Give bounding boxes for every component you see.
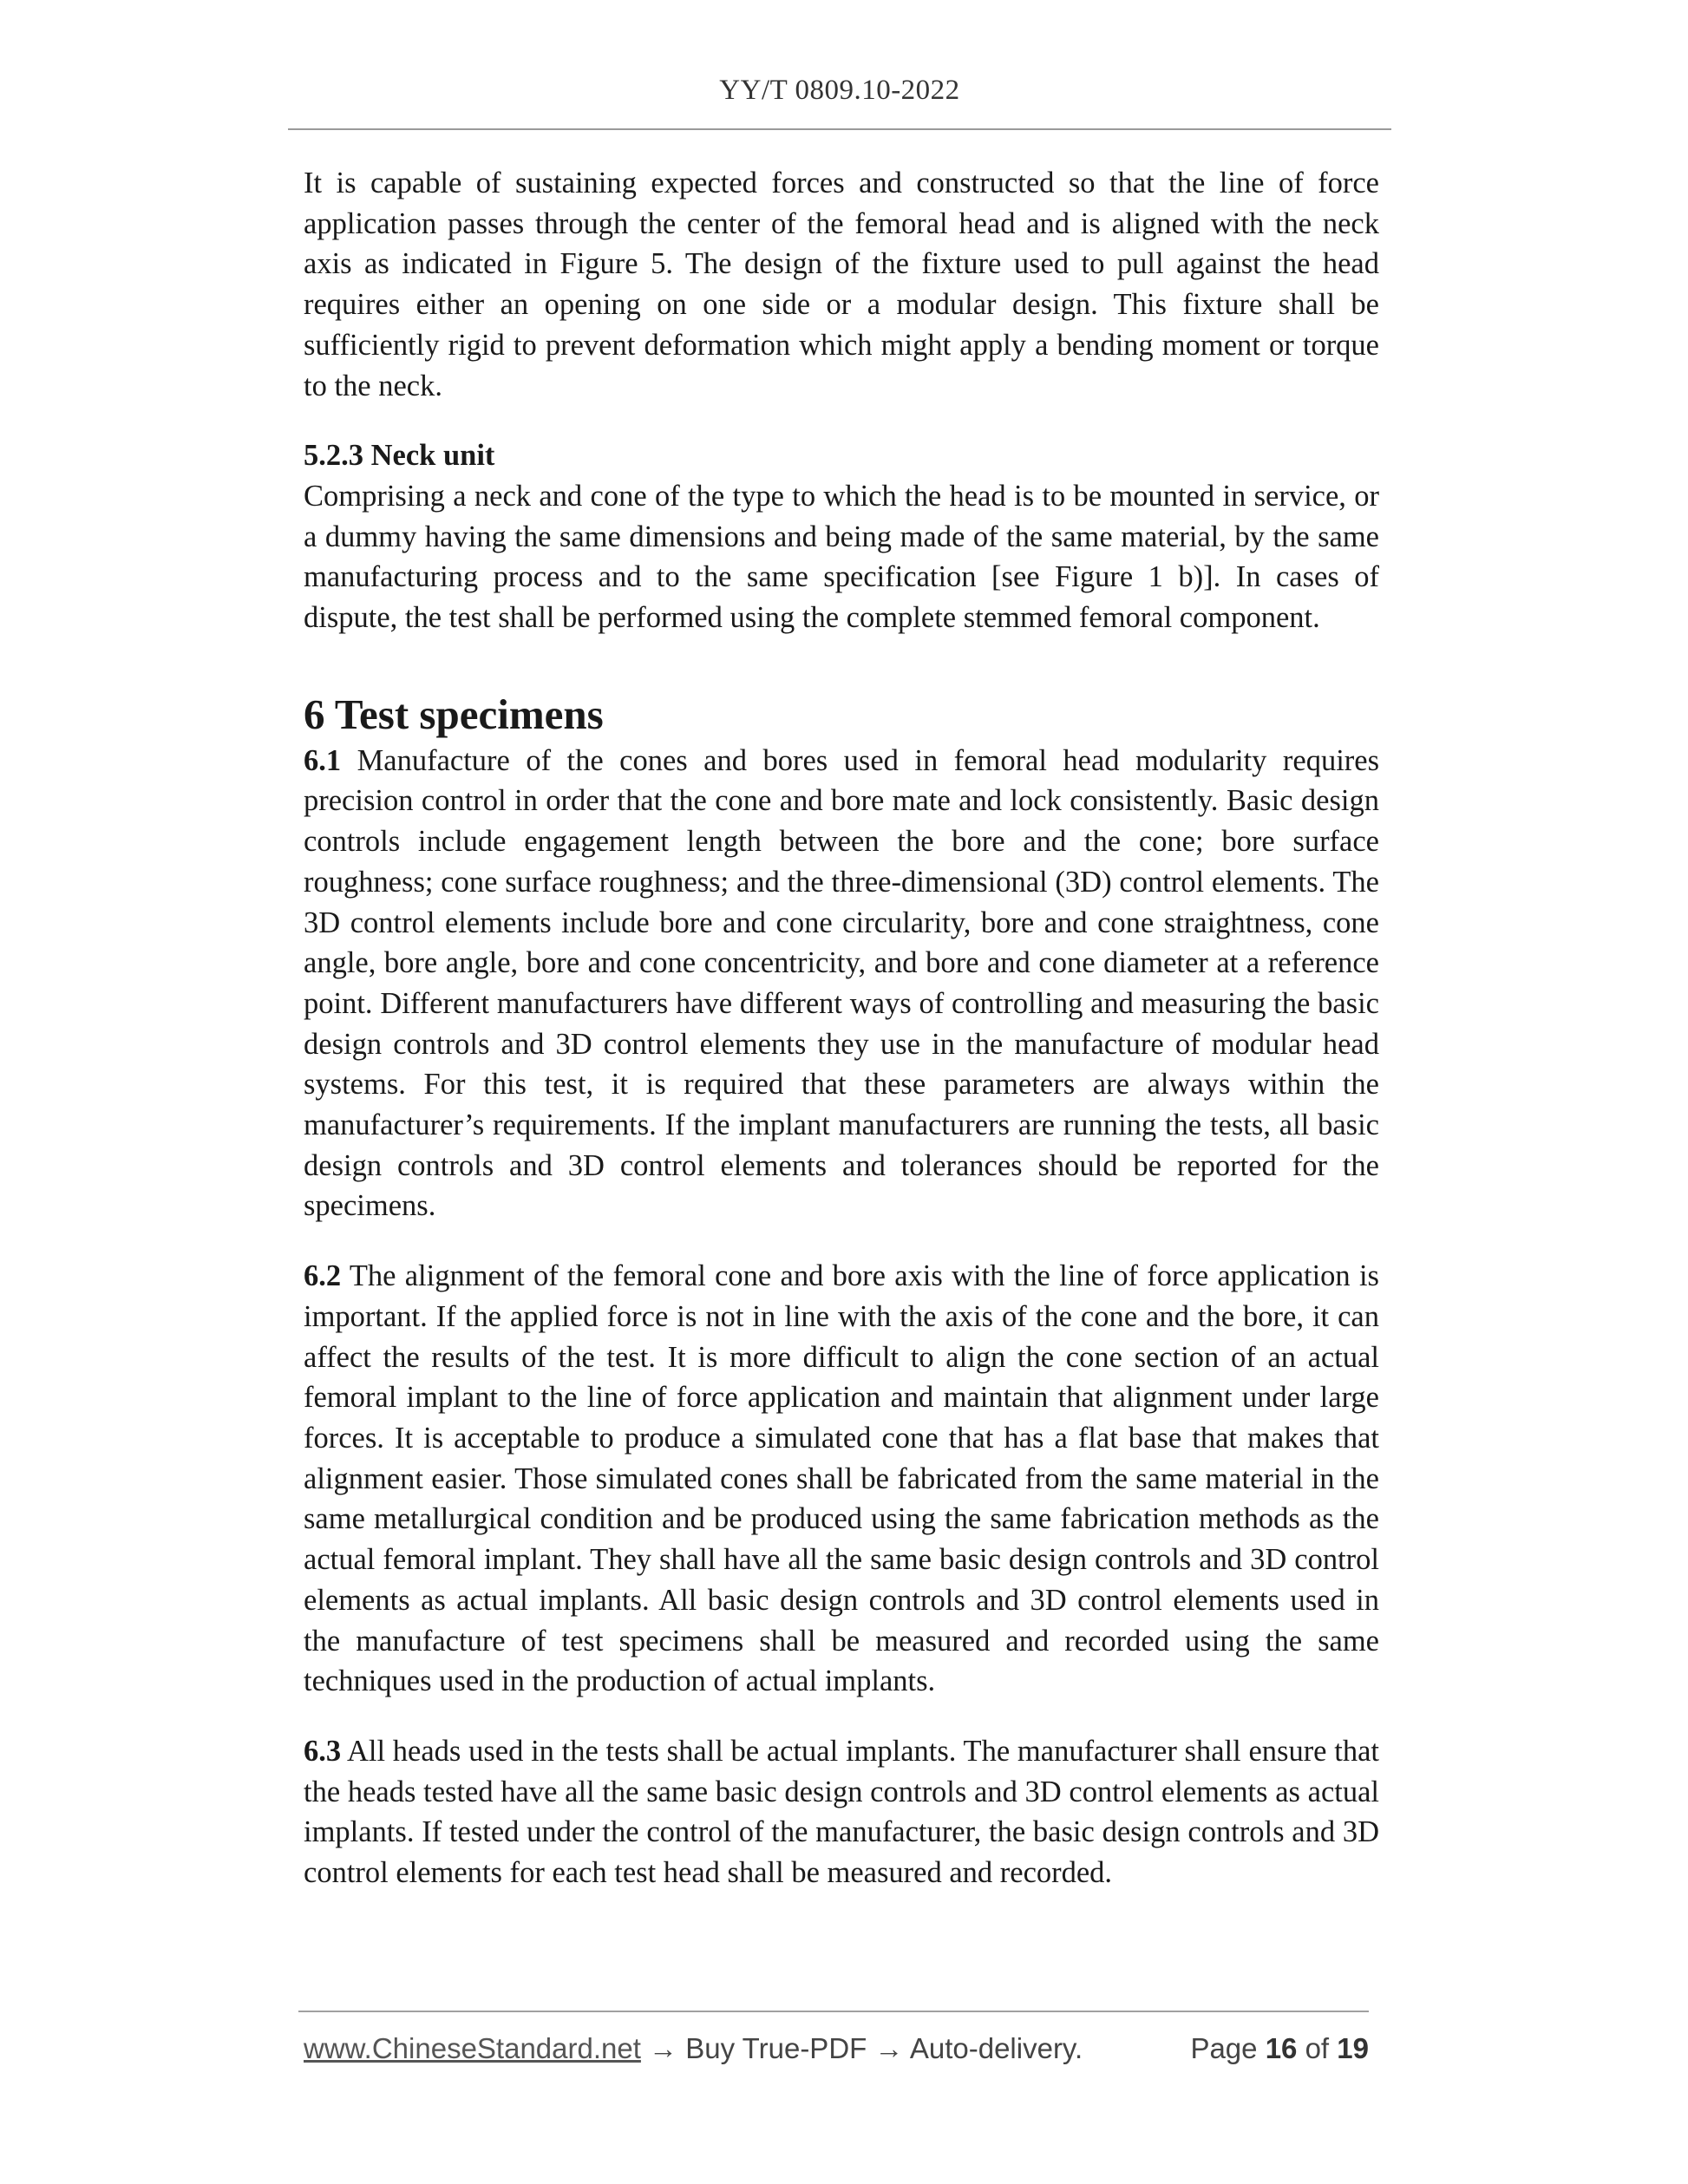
footer-divider [298, 2011, 1369, 2012]
total-pages-number: 19 [1337, 2032, 1369, 2064]
clause-6-3 [304, 1731, 1379, 1893]
auto-delivery-text: Auto-delivery. [909, 2032, 1083, 2064]
clause-6-1 [304, 741, 1379, 1226]
page-content [304, 163, 1379, 1923]
clause-text: Manufacture of the cones and bores used in femoral head modularity requires precision control in order that the cone and bore mate and lock consistently. Basic design controls include engagement length between the bore and the cone; bore surface roughness; cone surface roughness; and the three-dimensional (3D) control elements. The 3D control elements include bore and cone circularity, bore and cone straightness, cone angle, bore angle, bore and cone concentricity, and bore and cone diameter at a reference point. Different manufacturers have different ways of controlling and measuring the basic design controls and 3D control elements they use in the manufacture of modular head systems. For this test, it is required that these parameters are always within the manufacturer’s requirements. If the implant manufacturers are running the tests, all basic design controls and 3D control elements and tolerances should be reported for the specimens. [304, 743, 1380, 1223]
current-page-number: 16 [1265, 2032, 1298, 2064]
page-header-document-code: YY/T 0809.10-2022 [719, 75, 960, 106]
clause-number: 6.2 [304, 1259, 342, 1293]
buy-true-pdf-text: Buy True-PDF [685, 2032, 867, 2064]
clause-number: 6.1 [304, 743, 342, 777]
subsection-heading-5-2-3: 5.2.3 Neck unit [304, 439, 495, 473]
footer-promo [304, 2030, 1083, 2068]
arrow-right-icon: → [874, 2032, 904, 2064]
clause-number: 6.3 [304, 1734, 342, 1768]
subsection-paragraph-5-2-3: Comprising a neck and cone of the type to which the head is to be mounted in service, or a dummy having the same dimensions and being made of the same material, by the same manufacturing process and to the same specification [see Figure 1 b)]. In cases of dispute, the test shall be performed using the complete stemmed femoral component. [304, 479, 1379, 635]
body-paragraph: It is capable of sustaining expected forces and constructed so that the line of force application passes through the center of the femoral head and is aligned with the neck axis as indicated in Figure 5. The design of the fixture used to pull against the head requires either an opening on one side or a modular design. This fixture shall be sufficiently rigid to prevent deformation which might apply a bending moment or torque to the neck. [304, 167, 1379, 402]
of-label: of [1305, 2032, 1330, 2064]
arrow-right-icon: → [649, 2032, 678, 2064]
page-label: Page [1190, 2032, 1258, 2064]
clause-text: All heads used in the tests shall be actual implants. The manufacturer shall ensure that the heads tested have all the same basic design controls and 3D control elements as actual implants. If tested under the control of the manufacturer, the basic design controls and 3D control elements for each test head shall be measured and recorded. [304, 1734, 1379, 1890]
header-divider [288, 128, 1391, 130]
page-number-indicator [1190, 2030, 1369, 2068]
section-heading-6: 6 Test specimens [304, 690, 604, 738]
clause-6-2 [304, 1256, 1379, 1702]
clause-text: The alignment of the femoral cone and bore axis with the line of force application is important. If the applied force is not in line with the axis of the cone and the bore, it can affect the results of the test. It is more difficult to align the cone section of an actual femoral implant to the line of force application and maintain that alignment under large forces. It is acceptable to produce a simulated cone that has a flat base that makes that alignment easier. Those simulated cones shall be fabricated from the same material in the same metallurgical condition and be produced using the same fabrication methods as the actual femoral implant. They shall have all the same basic design controls and 3D control elements as actual implants. All basic design controls and 3D control elements used in the manufacture of test specimens shall be measured and recorded using the same techniques used in the production of actual implants. [304, 1259, 1379, 1698]
website-link[interactable]: www.ChineseStandard.net [304, 2032, 641, 2064]
